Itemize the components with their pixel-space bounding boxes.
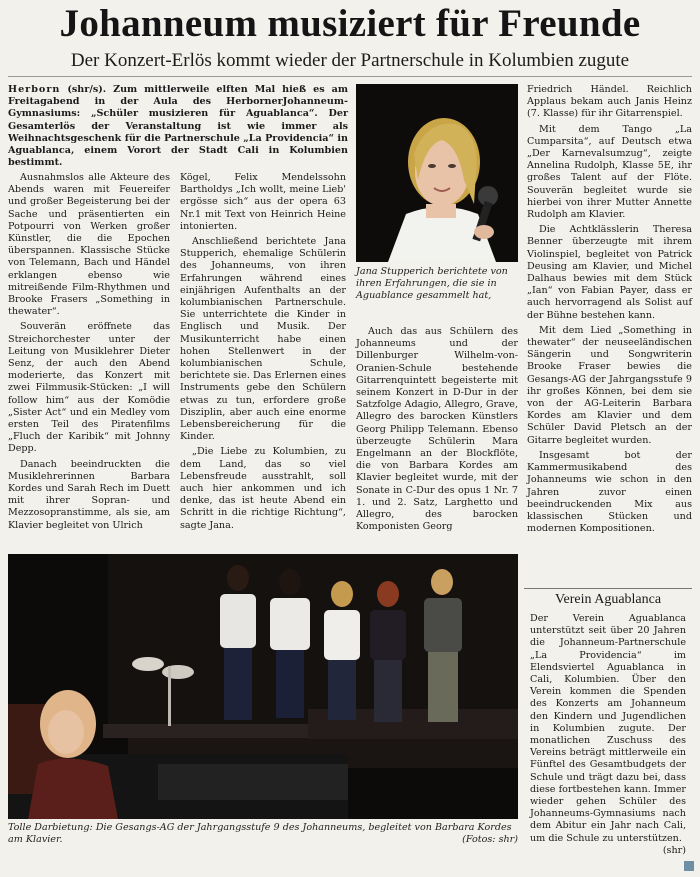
photo-caption [8,822,518,846]
paragraph: Friedrich Händel. Reichlich Applaus bekam auch Janis Heinz (7. Klasse) für ihr Gitarrenspiel. [527,84,692,120]
article-column-1 [8,172,170,532]
paragraph: Ausnahmslos alle Akteure des Abends waren mit Feuereifer und großer Begeisterung bei der Sache und präsentierten ein Potpourri von Werken großer Künstler, die die Epochen überspannen. Klassische Stücke von Telemann, Bach und Händel erklangen ebenso wie mitreißende Film-Rhythmen und Brooke Frasers „Something in thewater“. [8,172,170,318]
header-rule [8,76,692,77]
portrait-image [356,84,518,262]
headline: Johanneum musiziert für Freunde [59,2,641,45]
paragraph: Auch das aus Schülern des Johanneums und der Dillenburger Wilhelm-von-Oranien-Schule bestehende Gitarrenquintett begeisterte mit seinem Konzert in D-Dur in der Satzfolge Adagio, Allegro, Grave, Allegro des barocken Künstlers Georg Philipp Telemann. Ebenso überzeugte Schülerin Mara Engelmann an der Blockflöte, die von Barbara Kordes am Klavier begleitet wurde, mit der Sonate in C-Dur des opus 1 Nr. 7 1. und 2. Satz, Larghetto und Allegro, des barocken Komponisten Georg [356,326,518,533]
photo-caption-text: Tolle Darbietung: Die Gesangs-AG der Jahrgangsstufe 9 des Johanneums, begleitet von Barbara Kordes am Klavier. [8,822,512,845]
lead-place: Herborn [8,84,61,95]
photo-credit: (Fotos: shr) [462,834,518,845]
paragraph: Die Achtklässlerin Theresa Benner überzeugte mit ihrem Violinspiel, begleitet von Patrick Deusing am Klavier, und Michel Dalhaus bewies mit dem Stück „Ian“ von Fabian Payer, dass er auch hervorragend als Solist auf der Bühne bestehen kann. [527,224,692,321]
subheadline: Der Konzert-Erlös kommt wieder der Partnerschule in Kolumbien zugute [70,50,630,71]
paragraph: Souverän eröffnete das Streichorchester unter der Leitung von Musiklehrer Dieter Senz, der auch den Abend moderierte, das Konzert mit zwei Filmmusik-Stücken: „I will follow him“ aus der Komödie „Sister Act“ und ein Medley vom ersten Teil des Piratenfilms „Fluch der Karibik“ mit Johnny Depp. [8,321,170,455]
portrait-caption: Jana Stupperich berichtete von ihren Erfahrungen, die sie in Aguablance gesammelt hat, [356,266,508,301]
paragraph: Mit dem Tango „La Cumparsita“, auf Deutsch etwa „Der Karnevalsumzug“, zeigte Annelina Rudolph, Klasse 5E, ihr großes Talent auf der Flöte. Souverän begleitet wurde sie hierbei von ihrer Mutter Annette Rudolph am Klavier. [527,123,692,221]
info-box-title: Verein Aguablanca [554,592,662,607]
paragraph: Mit dem Lied „Something in thewater“ der neuseeländischen Sängerin und Songwriterin Brooke Fraser bewies die Gesangs-AG der Jahrgangsstufe 9 ihr großes Können, bei dem sie von der AG-Leiterin Barbara Kordes am Klavier und dem Schüler David Pletsch an der Gitarre begleitet wurden. [527,324,692,446]
info-box [524,588,692,867]
lead-paragraph [8,84,348,169]
paragraph: Danach beeindruckten die Musiklehrerinnen Barbara Kordes und Sarah Rech im Duett mit ihrer Sopran- und Mezzosopranstimme, als sie, am Klavier begleitet von Ulrich [8,458,170,531]
paragraph: „Die Liebe zu Kolumbien, zu dem Land, das so viel Lebensfreude ausstrahlt, soll auch hier ankommen und ich denke, das ist heute Abend ein Schritt in die richtige Richtung“, sagte Jana. [180,446,346,531]
article-column-4 [527,84,692,535]
article-column-2 [180,172,346,532]
paragraph: Kögel, Felix Mendelssohn Bartholdys „Ich wollt, meine Lieb' ergösse sich“ aus der opera 63 Nr.1 mit Text von Heinrich Heine intonierten. [180,172,346,232]
page-corner-marker [684,861,694,871]
concert-image [8,554,518,819]
article-column-3 [356,326,518,533]
paragraph: Anschließend berichtete Jana Stupperich, ehemalige Schülerin des Johanneums, von ihren Erfahrungen während eines einjährigen Aufenthalts an der kolumbianischen Partnerschule. Sie unterrichtete die Kinder in Englisch und Musik. Der Musikunterricht habe einen hohen Stellenwert in der kolumbianischen Schule, berichtete sie. Das Erlernen eines Instruments gebe den Schülern etwas zu tun, erfordere große Disziplin, aber auch eine enorme Lebensbereicherung für die Kinder. [180,236,346,443]
lead-text: (shr/s). Zum mittlerweile elften Mal hieß es am Freitagabend in der Aula des HerbornerJohanneum-Gymnasiums: „Schüler musizieren für Aguablanca“. Der Gesamterlös der Veranstaltung ist wie immer als Weihnachtsgeschenk für die Partnerschule „La Providencia“ in Aguablanca, einem Vorort der Stadt Cali in Kolumbien bestimmt. [8,84,348,169]
info-box-text-wrapper [530,613,686,857]
paragraph: Insgesamt bot der Kammermusikabend des Johanneums wie schon in den Jahren zuvor einen beeindruckenden Mix aus klassischen Stücken und modernen Kompositionen. [527,449,692,535]
concert-photo [8,554,518,819]
info-box-signature: (shr) [662,844,686,856]
portrait-photo [356,84,518,262]
info-box-text: Der Verein Aguablanca unterstützt seit über 20 Jahren die Johanneum-Partnerschule „La Providencia“ im Elendsviertel Aguablanca in Cali, Kolumbien. Über den Verein kommen die Spenden des Konzerts am Johanneum den Kindern und Jugendlichen in Kolumbien zugute. Der monatlichen Zuschuss des Vereins beträgt mittlerweile ein Fünftel des Gesamtbudgets der Schule und trägt dazu bei, dass diese fortbestehen kann. Immer wieder gehen Schüler des Johanneums-Gymnasiums nach dem Abitur ein Jahr nach Cali, um die Schule zu unterstützen. [530,613,686,844]
